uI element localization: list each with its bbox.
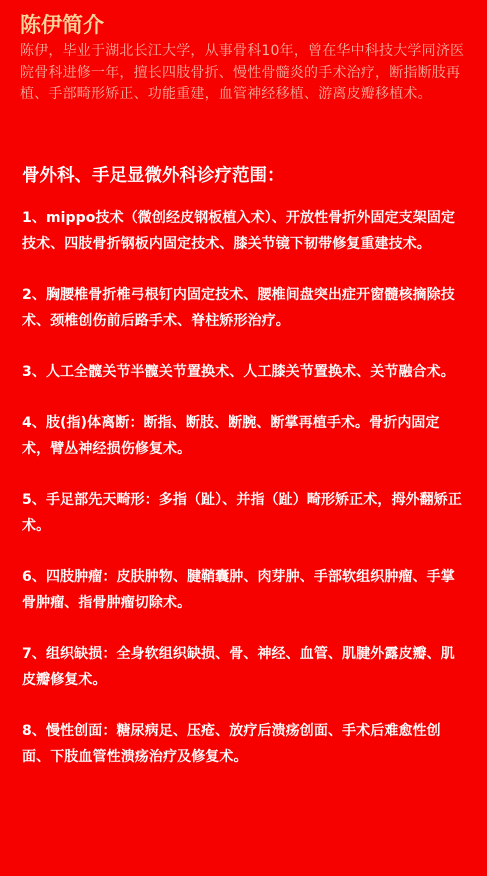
scope-item-3: 3、人工全髋关节半髋关节置换术、人工膝关节置换术、关节融合术。 xyxy=(22,363,455,380)
scope-item-6: 6、四肢肿瘤：皮肤肿物、腱鞘囊肿、肉芽肿、手部软组织肿瘤、手掌骨肿瘤、指骨肿瘤切除术。 xyxy=(22,568,455,611)
scope-item-4: 4、肢(指)体离断：断指、断肢、断腕、断掌再植手术。骨折内固定术，臂丛神经损伤修复术。 xyxy=(22,414,440,457)
scope-item-1: 1、mippo技术（微创经皮钢板植入术）、开放性骨折外固定支架固定技术、四肢骨折钢板内固定技术、膝关节镜下韧带修复重建技术。 xyxy=(22,209,456,252)
scope-item-5: 5、手足部先天畸形：多指（趾）、并指（趾）畸形矫正术，拇外翻矫正术。 xyxy=(22,491,462,534)
scope-list xyxy=(20,205,467,770)
profile-title: 陈伊简介 xyxy=(20,13,104,37)
scope-heading: 骨外科、手足显微外科诊疗范围： xyxy=(22,165,285,186)
profile-intro: 陈伊，毕业于湖北长江大学，从事骨科10年，曾在华中科技大学同济医院骨科进修一年，擅长四肢骨折、慢性骨髓炎的手术治疗，断指断肢再植、手部畸形矫正、功能重建，血管神经移植、游离皮瓣移植术。 xyxy=(20,43,465,102)
scope-item-2: 2、胸腰椎骨折椎弓根钉内固定技术、腰椎间盘突出症开窗髓核摘除技术、颈椎创伤前后路手术、脊柱矫形治疗。 xyxy=(22,286,455,329)
scope-item-8: 8、慢性创面：糖尿病足、压疮、放疗后溃疡创面、手术后难愈性创面、下肢血管性溃疡治疗及修复术。 xyxy=(22,722,441,765)
scope-item-7: 7、组织缺损：全身软组织缺损、骨、神经、血管、肌腱外露皮瓣、肌皮瓣修复术。 xyxy=(22,645,455,688)
